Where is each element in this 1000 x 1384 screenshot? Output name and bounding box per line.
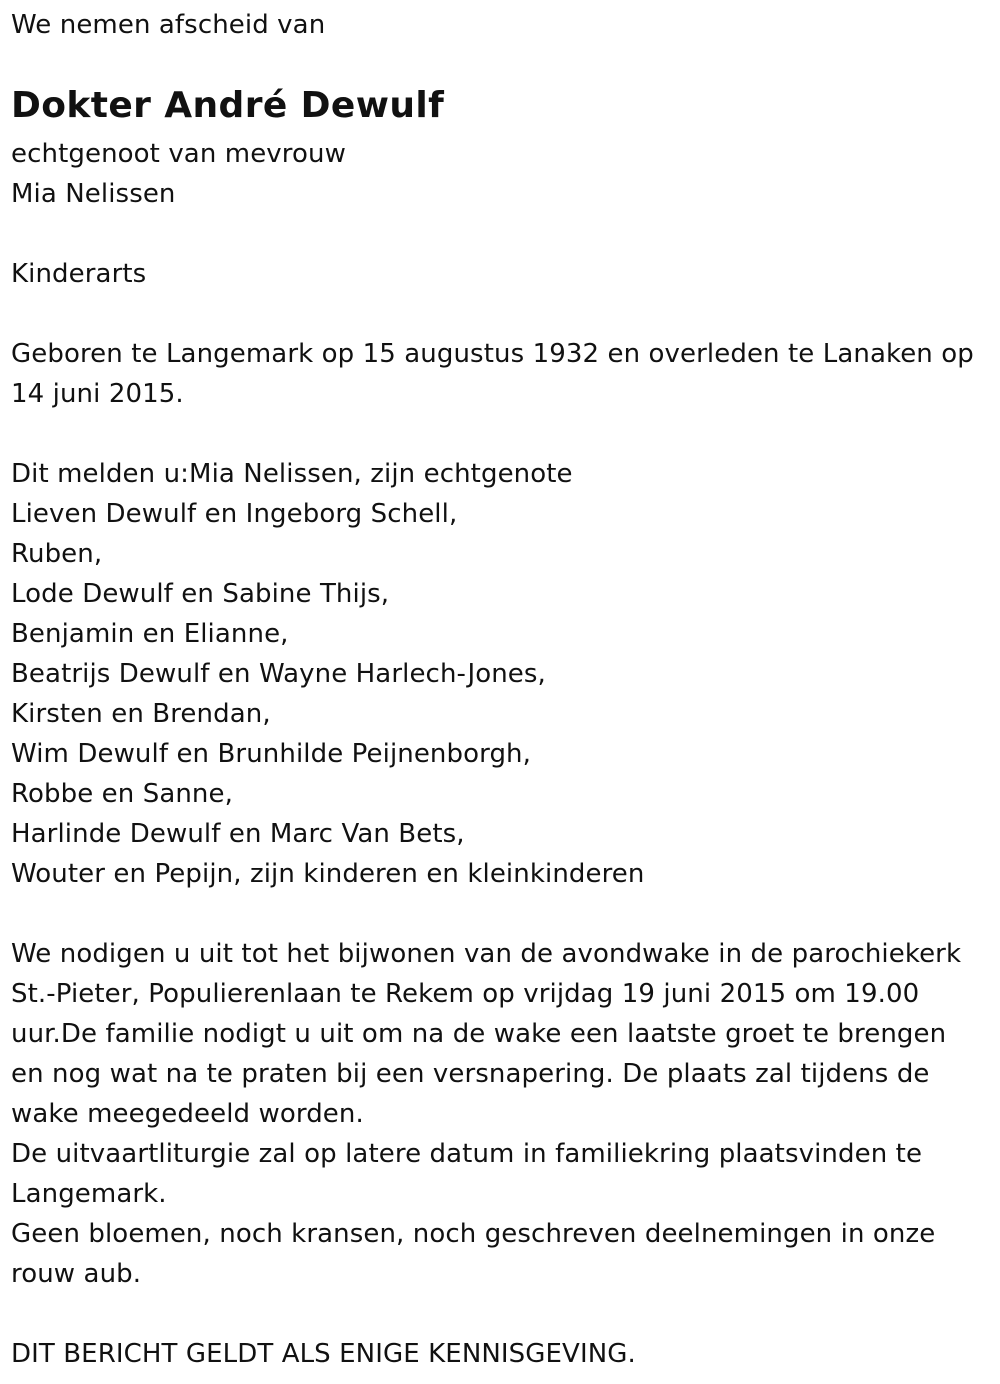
birth-death-block: [11, 334, 974, 414]
family-line: Harlinde Dewulf en Marc Van Bets,: [11, 819, 465, 849]
spouse-block: [11, 134, 346, 214]
invitation-line: Geen bloemen, noch kransen, noch geschreven deelnemingen in onze: [11, 1219, 936, 1249]
birth-death-line: Geboren te Langemark op 15 augustus 1932 en overleden te Lanaken op: [11, 339, 974, 369]
family-line: Benjamin en Elianne,: [11, 619, 289, 649]
family-line: Robbe en Sanne,: [11, 779, 233, 809]
invitation-line: rouw aub.: [11, 1259, 142, 1289]
family-line: Kirsten en Brendan,: [11, 699, 271, 729]
profession-block: [11, 254, 146, 294]
family-line: Ruben,: [11, 539, 103, 569]
family-line: Lieven Dewulf en Ingeborg Schell,: [11, 499, 458, 529]
deceased-name: Dokter André Dewulf: [11, 85, 445, 126]
spouse-line: Mia Nelissen: [11, 179, 176, 209]
notice-text: DIT BERICHT GELDT ALS ENIGE KENNISGEVING.: [11, 1339, 636, 1369]
spouse-line: echtgenoot van mevrouw: [11, 139, 346, 169]
invitation-line: St.-Pieter, Populierenlaan te Rekem op vrijdag 19 juni 2015 om 19.00: [11, 979, 920, 1009]
family-line: Lode Dewulf en Sabine Thijs,: [11, 579, 390, 609]
invitation-block: [11, 934, 961, 1294]
invitation-line: en nog wat na te praten bij een versnapering. De plaats zal tijdens de: [11, 1059, 930, 1089]
family-line: Wouter en Pepijn, zijn kinderen en kleinkinderen: [11, 859, 645, 889]
profession-text: Kinderarts: [11, 259, 147, 289]
family-list: [11, 454, 644, 894]
intro-text: We nemen afscheid van: [11, 10, 326, 40]
birth-death-line: 14 juni 2015.: [11, 379, 184, 409]
family-line: Dit melden u:Mia Nelissen, zijn echtgenote: [11, 459, 573, 489]
family-line: Beatrijs Dewulf en Wayne Harlech-Jones,: [11, 659, 546, 689]
invitation-line: Langemark.: [11, 1179, 167, 1209]
invitation-line: We nodigen u uit tot het bijwonen van de avondwake in de parochiekerk: [11, 939, 962, 969]
family-line: Wim Dewulf en Brunhilde Peijnenborgh,: [11, 739, 532, 769]
invitation-line: wake meegedeeld worden.: [11, 1099, 364, 1129]
invitation-line: uur.De familie nodigt u uit om na de wake een laatste groet te brengen: [11, 1019, 947, 1049]
notice-block: [11, 1334, 636, 1374]
invitation-line: De uitvaartliturgie zal op latere datum in familiekring plaatsvinden te: [11, 1139, 923, 1169]
